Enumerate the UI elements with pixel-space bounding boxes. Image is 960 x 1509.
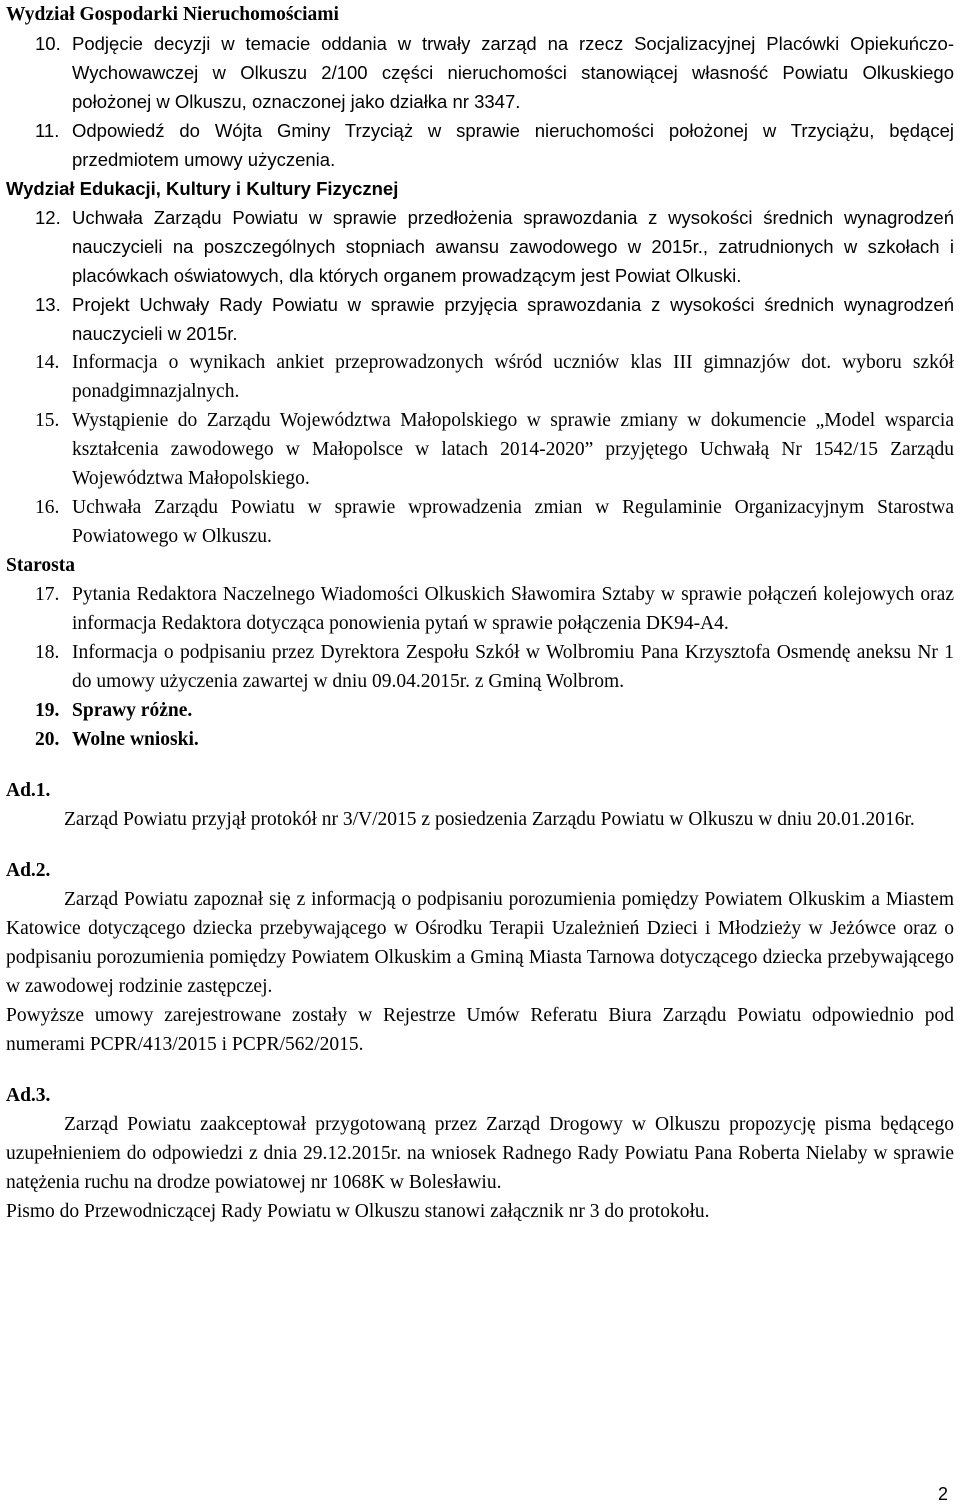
section-heading-starosta: Starosta <box>6 555 75 576</box>
section-heading-gospodarka: Wydział Gospodarki Nieruchomościami <box>6 4 339 25</box>
agenda-item-text: Projekt Uchwały Rady Powiatu w sprawie przyjęcia sprawozdania z wysokości średnich wynagrodzeń nauczycieli w 2015r. <box>72 294 954 344</box>
agenda-item-text: Sprawy różne. <box>72 700 193 721</box>
agenda-item-16 <box>6 493 954 551</box>
page-number: 2 <box>937 1484 948 1504</box>
agenda-item-17 <box>6 580 954 638</box>
agenda-item-text: Wystąpienie do Zarządu Województwa Małopolskiego w sprawie zmiany w dokumencie „Model wsparcia kształcenia zawodowego w Małopolsce w latach 2014-2020” przyjętego Uchwałą Nr 1542/15 Zarządu Województwa Małopolskiego. <box>72 410 954 489</box>
agenda-item-15 <box>6 406 954 493</box>
agenda-item-number: 19. <box>35 700 60 721</box>
agenda-item-text: Pytania Redaktora Naczelnego Wiadomości Olkuskich Sławomira Sztaby w sprawie połączeń kolejowych oraz informacja Redaktora dotycząca ponowienia pytań w sprawie połączenia DK94-A4. <box>72 584 954 634</box>
agenda-item-number: 13. <box>35 294 61 315</box>
agenda-item-12 <box>6 203 954 290</box>
resolution-text-ad3: Zarząd Powiatu zaakceptował przygotowaną przez Zarząd Drogowy w Olkuszu propozycję pisma będącego uzupełnieniem do odpowiedzi z dnia 29.12.2015r. na wniosek Radnego Rady Powiatu Pana Roberta Nielaby w sprawie natężenia ruchu na drodze powiatowej nr 1068K w Bolesławiu. <box>6 1114 954 1193</box>
resolution-label-ad3: Ad.3. <box>6 1085 51 1106</box>
agenda-item-text: Informacja o wynikach ankiet przeprowadzonych wśród uczniów klas III gimnazjów dot. wyboru szkół ponadgimnazjalnych. <box>72 352 954 402</box>
resolution-text-ad2: Zarząd Powiatu zapoznał się z informacją o podpisaniu porozumienia pomiędzy Powiatem Olkuskim a Miastem Katowice dotyczącego dziecka przebywającego w Ośrodku Terapii Uzależnień Dzieci i Młodzieży w Jeżówce oraz o podpisaniu porozumienia pomiędzy Powiatem Olkuskim a Gminą Miasta Tarnowa dotyczącego dziecka przebywającego w zawodowej rodzinie zastępczej. <box>6 889 954 997</box>
agenda-item-number: 16. <box>35 497 60 518</box>
resolution-label-ad1: Ad.1. <box>6 780 51 801</box>
resolution-text-ad3-attachment: Pismo do Przewodniczącej Rady Powiatu w Olkuszu stanowi załącznik nr 3 do protokołu. <box>6 1201 710 1222</box>
agenda-item-number: 20. <box>35 729 60 750</box>
resolution-label-ad2: Ad.2. <box>6 860 51 881</box>
resolution-text-ad2-registration: Powyższe umowy zarejestrowane zostały w Rejestrze Umów Referatu Biura Zarządu Powiatu odpowiednio pod numerami PCPR/413/2015 i PCPR/562/2015. <box>6 1005 954 1055</box>
agenda-item-number: 14. <box>35 352 60 373</box>
agenda-item-number: 12. <box>35 207 61 228</box>
agenda-item-text: Wolne wnioski. <box>72 729 199 750</box>
agenda-item-14 <box>6 348 954 406</box>
agenda-item-text: Podjęcie decyzji w temacie oddania w trwały zarząd na rzecz Socjalizacyjnej Placówki Opiekuńczo-Wychowawczej w Olkuszu 2/100 części nieruchomości stanowiącej własność Powiatu Olkuskiego położonej w Olkuszu, oznaczonej jako działka nr 3347. <box>72 33 954 112</box>
agenda-item-11 <box>6 116 954 174</box>
agenda-item-number: 18. <box>35 642 60 663</box>
agenda-item-10 <box>6 29 954 116</box>
agenda-item-number: 17. <box>35 584 60 605</box>
agenda-item-number: 15. <box>35 410 60 431</box>
agenda-item-number: 11. <box>35 120 60 141</box>
document-body <box>6 0 954 1226</box>
agenda-item-13 <box>6 290 954 348</box>
agenda-item-text: Uchwała Zarządu Powiatu w sprawie przedłożenia sprawozdania z wysokości średnich wynagrodzeń nauczycieli na poszczególnych stopniach awansu zawodowego w 2015r., zatrudnionych w szkołach i placówkach oświatowych, dla których organem prowadzącym jest Powiat Olkuski. <box>72 207 954 286</box>
agenda-item-19 <box>6 696 954 725</box>
resolution-text-ad1: Zarząd Powiatu przyjął protokół nr 3/V/2015 z posiedzenia Zarządu Powiatu w Olkuszu w dniu 20.01.2016r. <box>64 809 915 830</box>
section-heading-edukacja: Wydział Edukacji, Kultury i Kultury Fizycznej <box>6 178 399 199</box>
agenda-item-18 <box>6 638 954 696</box>
agenda-item-number: 10. <box>35 33 61 54</box>
agenda-item-text: Informacja o podpisaniu przez Dyrektora Zespołu Szkół w Wolbromiu Pana Krzysztofa Osmendę aneksu Nr 1 do umowy użyczenia zawartej w dniu 09.04.2015r. z Gminą Wolbrom. <box>72 642 954 692</box>
agenda-item-text: Uchwała Zarządu Powiatu w sprawie wprowadzenia zmian w Regulaminie Organizacyjnym Starostwa Powiatowego w Olkuszu. <box>72 497 954 547</box>
agenda-item-text: Odpowiedź do Wójta Gminy Trzyciąż w sprawie nieruchomości położonej w Trzyciążu, będącej przedmiotem umowy użyczenia. <box>72 120 954 170</box>
agenda-item-20 <box>6 725 954 754</box>
